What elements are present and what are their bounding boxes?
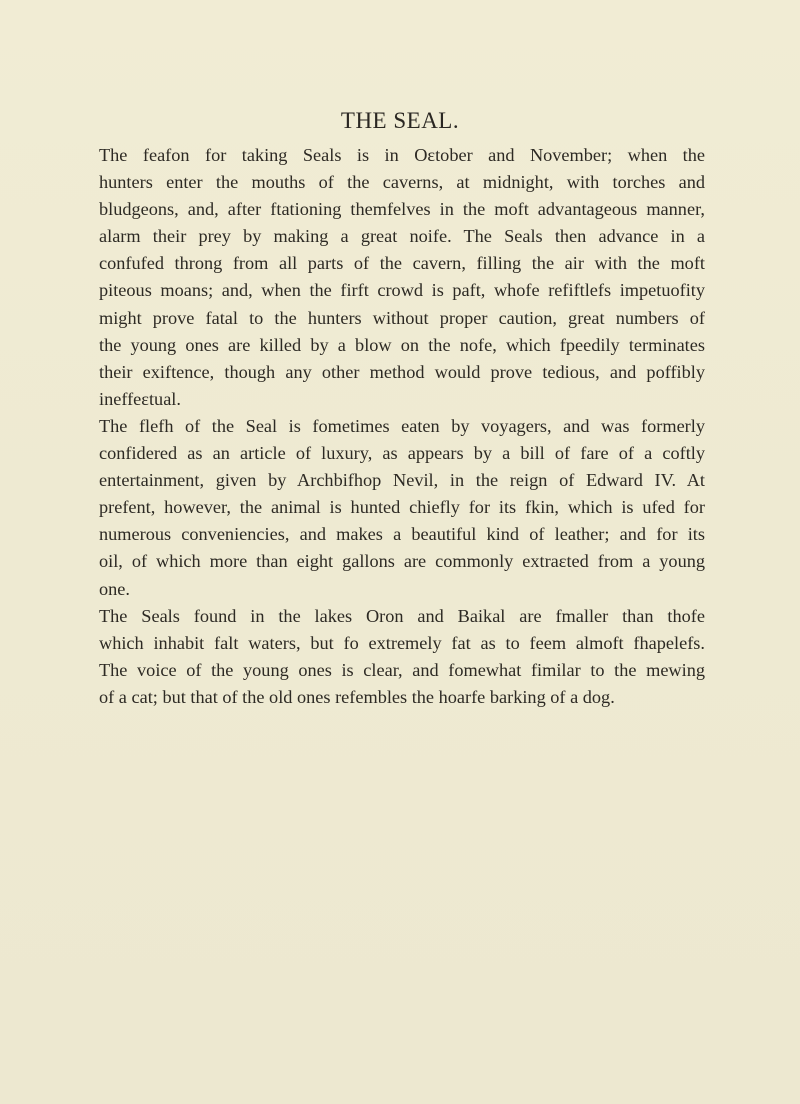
text-line: prefent, however, the animal is hunted chiefly for its fkin, which is ufed for (99, 497, 705, 518)
text-line: entertainment, given by Archbifhop Nevil, in the reign of Edward IV. At (99, 470, 705, 491)
text-line: alarm their prey by making a great noife. The Seals then advance in a (99, 226, 705, 247)
text-line: The Seals found in the lakes Oron and Baikal are fmaller than thofe (99, 605, 705, 626)
text-line: The voice of the young ones is clear, and fomewhat fimilar to the mewing (99, 659, 705, 680)
paragraph-3 (99, 603, 705, 711)
text-line: numerous conveniencies, and makes a beautiful kind of leather; and for its (99, 524, 705, 545)
text-line: the young ones are killed by a blow on the nofe, which fpeedily terminates (99, 334, 705, 355)
text-line: The feafon for taking Seals is in Oɛtober and November; when the (99, 145, 705, 165)
text-line: ineffeɛtual. (99, 388, 181, 409)
page-title: THE SEAL. (340, 108, 460, 133)
body-text (99, 142, 705, 711)
text-line: which inhabit falt waters, but fo extremely fat as to feem almoft fhapelefs. (99, 632, 705, 653)
paragraph-1 (99, 142, 705, 413)
text-line: The flefh of the Seal is fometimes eaten by voyagers, and was formerly (99, 415, 705, 436)
text-line: confidered as an article of luxury, as appears by a bill of fare of a coftly (99, 443, 705, 464)
text-line: oil, of which more than eight gallons are commonly extraɛted from a young (99, 551, 705, 572)
text-line: of a cat; but that of the old ones refembles the hoarfe barking of a dog. (99, 686, 615, 707)
text-line: bludgeons, and, after ftationing themfelves in the moft advantageous manner, (99, 199, 705, 220)
text-line: piteous moans; and, when the firft crowd is paft, whofe refiftlefs impetuofity (99, 280, 705, 301)
text-line: might prove fatal to the hunters without proper caution, great numbers of (99, 307, 705, 328)
text-line: confufed throng from all parts of the cavern, filling the air with the moft (99, 253, 705, 274)
paragraph-2 (99, 413, 705, 603)
text-line: hunters enter the mouths of the caverns, at midnight, with torches and (99, 172, 705, 193)
text-line: their exiftence, though any other method would prove tedious, and poffibly (99, 361, 705, 382)
text-line: one. (99, 578, 130, 599)
